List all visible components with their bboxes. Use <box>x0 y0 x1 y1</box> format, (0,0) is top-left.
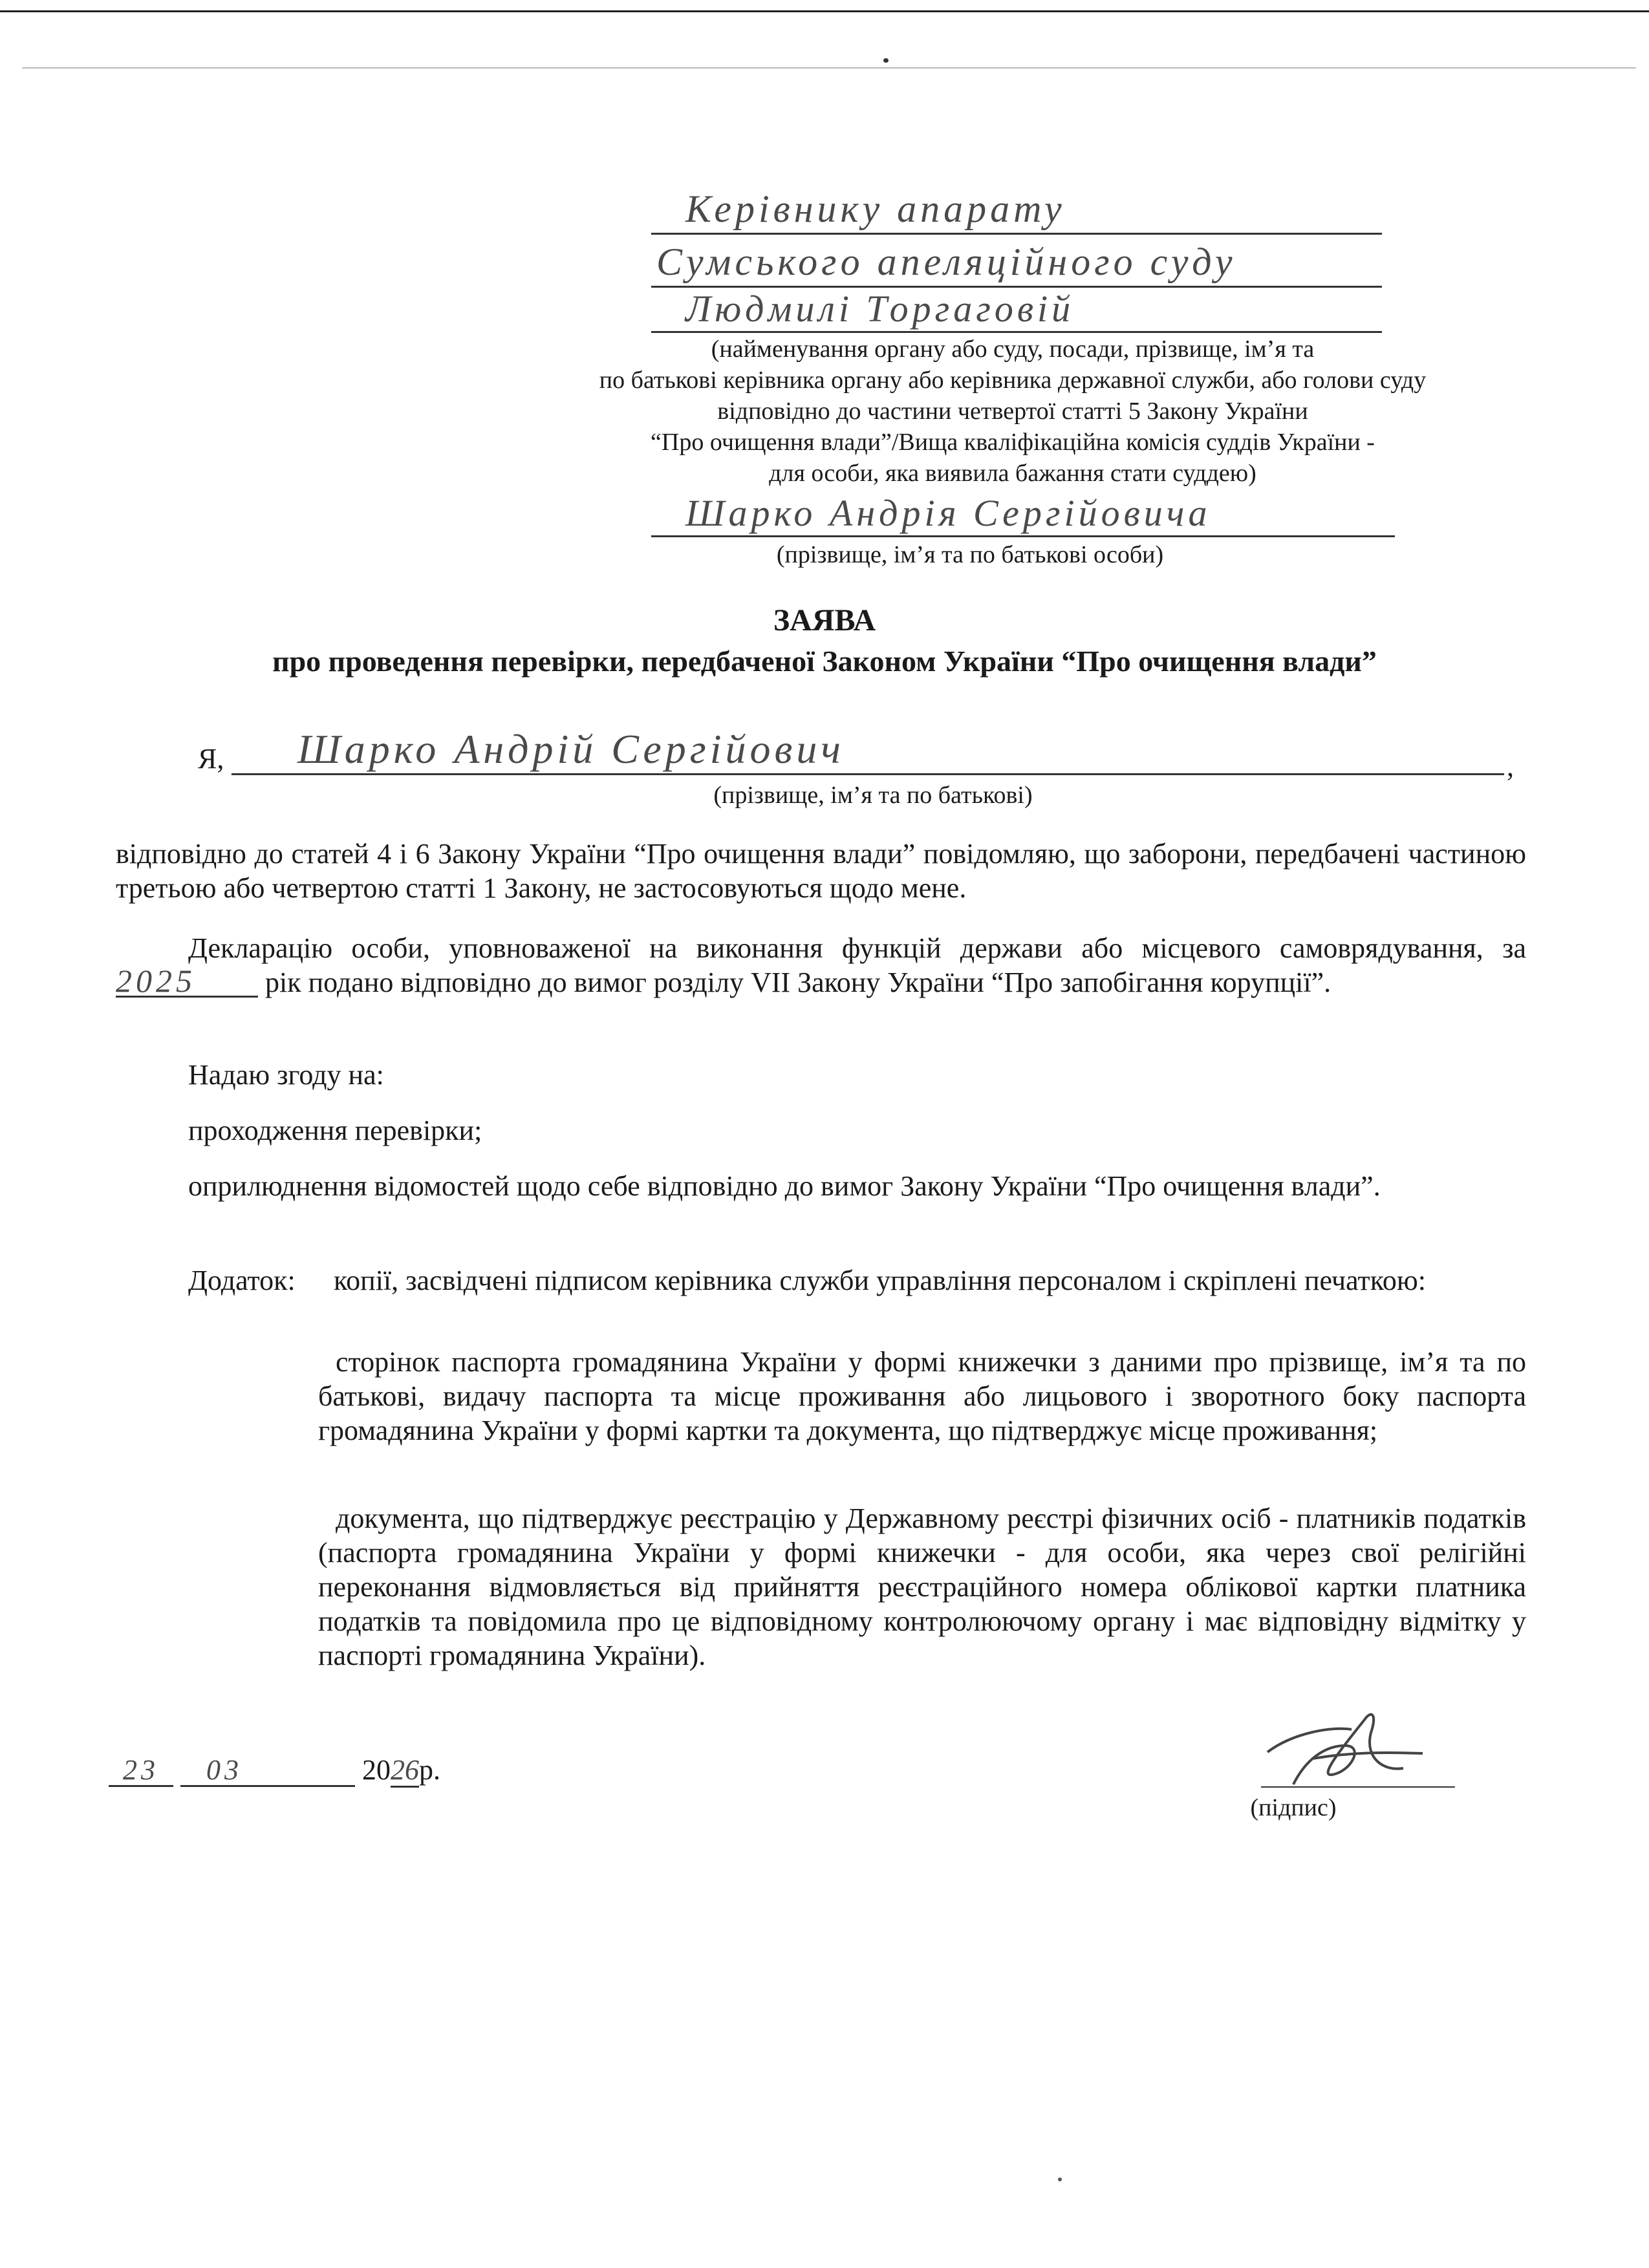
caption-line: відповідно до частини четвертої статті 5 Закону України <box>717 398 1308 425</box>
date-day: 23 <box>109 1755 173 1787</box>
from-caption: (прізвище, ім’я та по батькові особи) <box>776 541 1164 568</box>
declarant-prefix: Я, <box>198 743 224 775</box>
from-name: Шарко Андрія Сергійовича <box>685 492 1211 534</box>
addressee-caption <box>495 334 1530 489</box>
paragraph-declaration <box>116 931 1526 1000</box>
consent-item-verification: проходження перевірки; <box>188 1115 482 1146</box>
addressee-underline-3 <box>651 331 1382 333</box>
declarant-underline <box>232 773 1504 775</box>
declaration-text-after: рік подано відповідно до вимог розділу VII Закону України “Про запобігання корупції”. <box>265 967 1331 998</box>
caption-line: для особи, яка виявила бажання стати суддею) <box>769 460 1256 487</box>
date-year-prefix: 20 <box>362 1754 391 1786</box>
document-subtitle: про проведення перевірки, передбаченої Законом України “Про очищення влади” <box>272 645 1377 678</box>
scan-speck <box>1058 2177 1062 2181</box>
signature-underline <box>1261 1786 1455 1788</box>
caption-line: по батькові керівника органу або керівника державної служби, або голови суду <box>599 367 1427 394</box>
attachment-item-tax-registration: документа, що підтверджує реєстрацію у Державному реєстрі фізичних осіб - платників податків (паспорта громадянина України у формі книжечки - для особи, яка через свої релігійні переконання відмовляється від прийняття реєстраційного номера облікової картки платника податків та повідомила про це відповідному контролюючому органу і має відповідну відмітку у паспорті громадянина України). <box>318 1503 1526 1671</box>
consent-heading: Надаю згоду на: <box>188 1059 384 1091</box>
declaration-year: 2025 <box>116 966 258 998</box>
consent-item-publication: оприлюднення відомостей щодо себе відповідно до вимог Закону України “Про очищення влади”. <box>188 1170 1381 1202</box>
scan-header-line <box>22 67 1636 69</box>
attachment-intro: копії, засвідчені підписом керівника служби управління персоналом і скріплені печаткою: <box>334 1265 1426 1296</box>
scan-top-edge <box>0 10 1649 12</box>
caption-line: (найменування органу або суду, посади, прізвище, ім’я та <box>711 336 1315 363</box>
declarant-name: Шарко Андрій Сергійович <box>297 726 845 772</box>
addressee-line-1: Керівнику апарату <box>685 187 1066 230</box>
date-field <box>109 1753 440 1787</box>
declaration-text-before: Декларацію особи, уповноваженої на виконання функцій держави або місцевого самоврядування, за <box>188 932 1526 964</box>
scan-dot <box>883 58 889 63</box>
declarant-suffix: , <box>1507 751 1514 782</box>
declarant-caption: (прізвище, ім’я та по батькові) <box>713 782 1033 809</box>
addressee-underline-1 <box>651 233 1382 235</box>
signature-caption: (підпис) <box>1250 1794 1337 1821</box>
addressee-line-2: Сумського апеляційного суду <box>656 241 1236 283</box>
from-underline <box>651 535 1395 537</box>
document-title: ЗАЯВА <box>773 603 876 637</box>
date-month: 03 <box>180 1755 355 1787</box>
addressee-line-3: Людмилі Торгаговій <box>685 288 1075 330</box>
attachment-label: Додаток: <box>188 1265 296 1296</box>
attachment-item-passport: сторінок паспорта громадянина України у формі книжечки з даними про прізвище, ім’я та по батькові, видачу паспорта та місце проживання або лицьового і зворотного боку паспорта громадянина України у формі картки та документа, що підтверджує місце проживання; <box>318 1346 1526 1446</box>
date-year-end: р. <box>419 1754 440 1786</box>
signature-mark <box>1255 1707 1461 1797</box>
paragraph-statement: відповідно до статей 4 і 6 Закону України “Про очищення влади” повідомляю, що заборони, передбачені частиною третьою або четвертою статті 1 Закону, не застосовуються щодо мене. <box>116 838 1526 904</box>
date-year-suffix: 26 <box>391 1754 419 1788</box>
caption-line: “Про очищення влади”/Вища кваліфікаційна комісія суддів України - <box>651 429 1375 456</box>
